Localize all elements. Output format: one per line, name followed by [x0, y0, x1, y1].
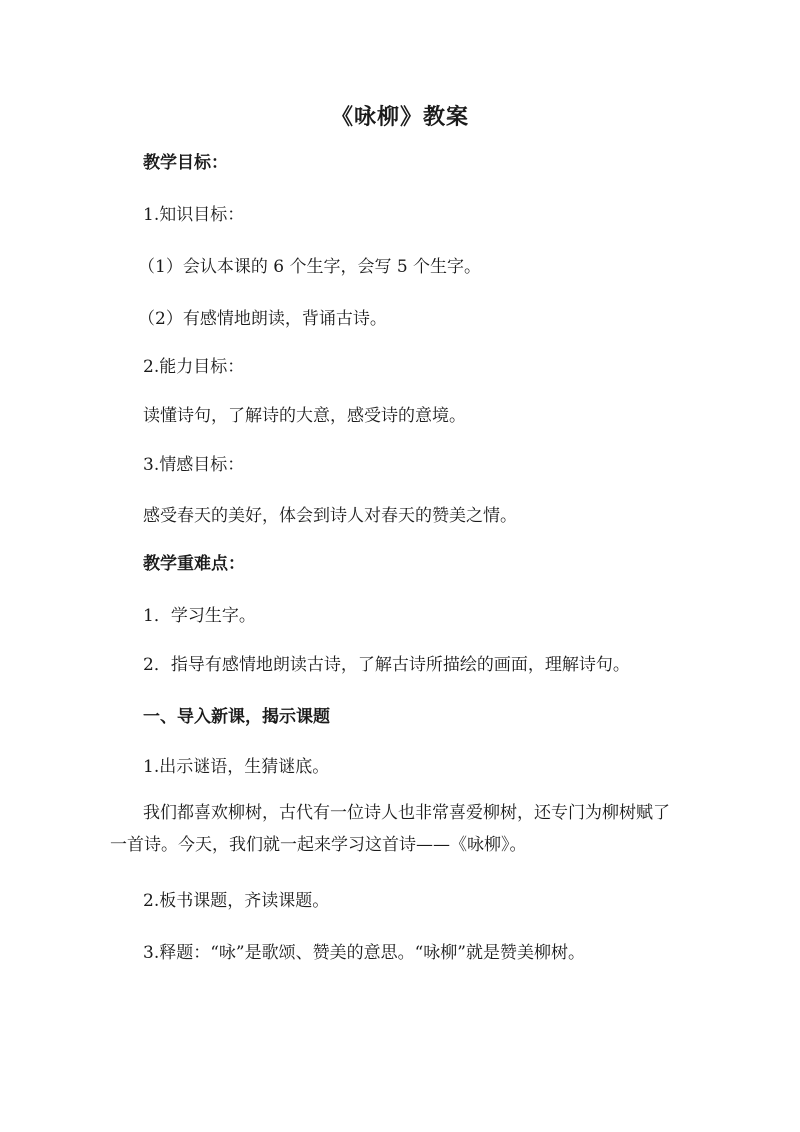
- subheading-knowledge-objective: 1.知识目标：: [143, 205, 245, 225]
- list-item-difficulty-1: 1．学习生字。: [143, 606, 256, 626]
- heading-teaching-objectives: 教学目标：: [143, 153, 228, 173]
- heading-key-difficulties: 教学重难点：: [143, 554, 245, 574]
- step-riddle: 1.出示谜语，生猜谜底。: [143, 757, 330, 777]
- heading-section-one: 一、导入新课，揭示课题: [143, 707, 330, 727]
- subheading-ability-objective: 2.能力目标：: [143, 357, 245, 377]
- document-title: 《咏柳》教案: [330, 104, 469, 130]
- paragraph-ability: 读懂诗句，了解诗的大意，感受诗的意境。: [143, 406, 466, 426]
- list-item-knowledge-1: （1）会认本课的 6 个生字，会写 5 个生字。: [138, 257, 482, 277]
- paragraph-introduction: 我们都喜欢柳树，古代有一位诗人也非常喜爱柳树，还专门为柳树赋了一首诗。今天，我们就一起来学习这首诗——《咏柳》。: [110, 803, 670, 855]
- step-board-title: 2.板书课题，齐读课题。: [143, 891, 330, 911]
- list-item-difficulty-2: 2．指导有感情地朗读古诗，了解古诗所描绘的画面，理解诗句。: [143, 655, 630, 675]
- paragraph-emotion: 感受春天的美好，体会到诗人对春天的赞美之情。: [143, 506, 517, 526]
- list-item-knowledge-2: （2）有感情地朗读，背诵古诗。: [138, 309, 387, 329]
- step-explain-title: 3.释题：“咏”是歌颂、赞美的意思。“咏柳”就是赞美柳树。: [143, 943, 585, 963]
- subheading-emotion-objective: 3.情感目标：: [143, 455, 245, 475]
